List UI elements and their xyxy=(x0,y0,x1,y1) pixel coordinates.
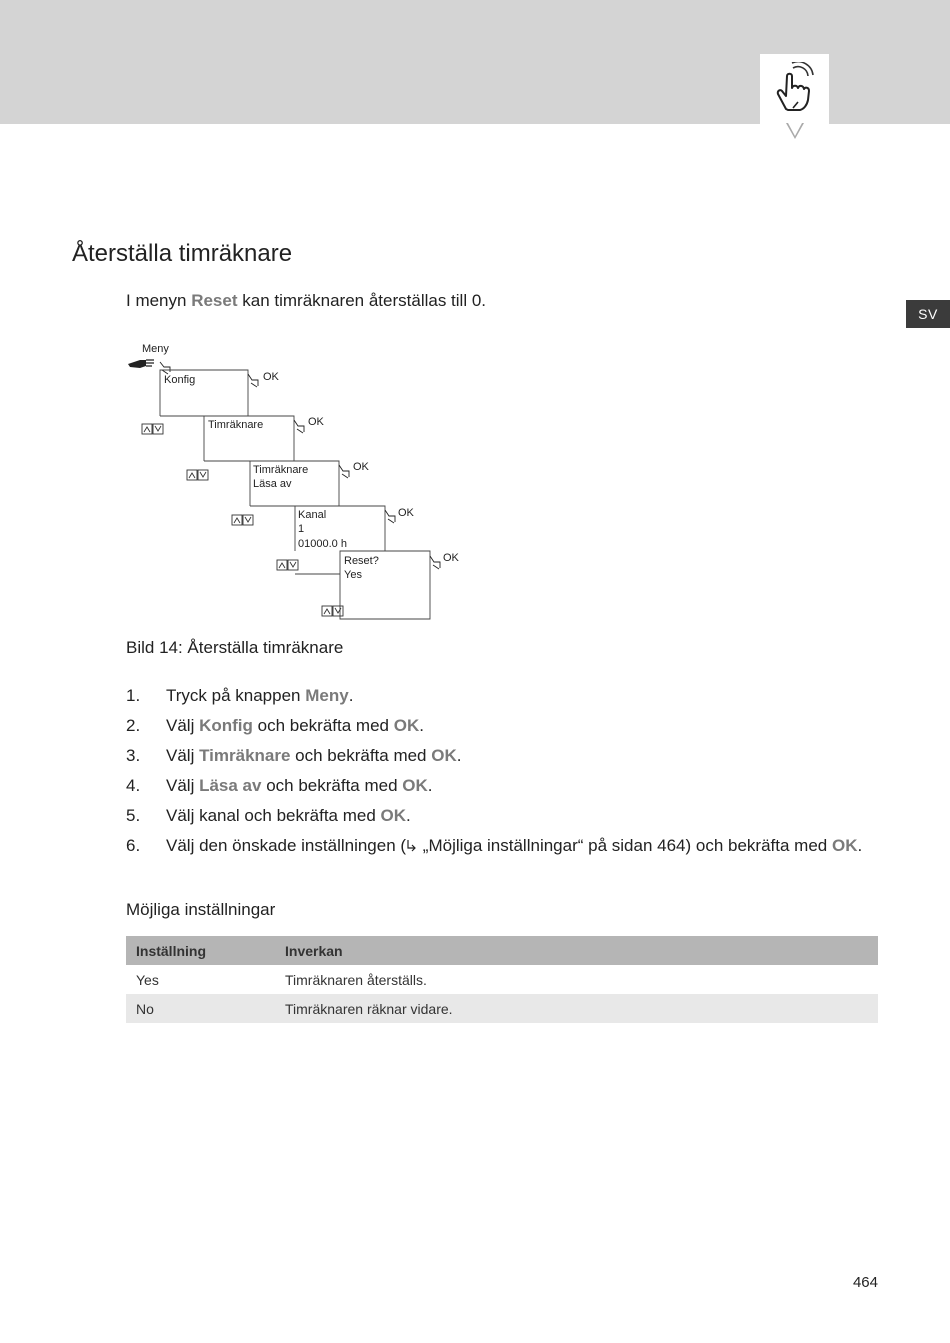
svg-text:Timräknare: Timräknare xyxy=(208,419,264,431)
list-item: 5. Välj kanal och bekräfta med OK. xyxy=(126,806,411,825)
ok-step-5 xyxy=(430,552,460,569)
page-number: 464 xyxy=(852,1274,878,1291)
screen-timraknare-lasa-av xyxy=(204,461,339,506)
svg-text:Kanal: Kanal xyxy=(298,509,327,521)
svg-text:Reset?: Reset? xyxy=(344,555,379,567)
table-row: Yes Timräknaren återställs. xyxy=(136,971,427,988)
page-title: Återställa timräknare xyxy=(72,240,293,267)
ok-step-4 xyxy=(385,507,415,523)
svg-text:OK: OK xyxy=(353,461,369,473)
table-header-row xyxy=(126,936,878,965)
screen-reset xyxy=(295,551,430,619)
menu-reset-highlight: Reset xyxy=(191,291,238,310)
list-item: 3. Välj Timräknare och bekräfta med OK. xyxy=(126,746,462,765)
svg-text:Konfig: Konfig xyxy=(164,374,196,386)
ok-step-2 xyxy=(294,416,325,433)
settings-heading: Möjliga inställningar xyxy=(126,900,276,919)
list-item: 1. Tryck på knappen Meny. xyxy=(126,686,354,705)
svg-text:OK: OK xyxy=(263,371,279,383)
figure-caption: Bild 14: Återställa timräknare xyxy=(126,638,344,657)
touch-hand-icon xyxy=(772,62,818,114)
table-row: No Timräknaren räknar vidare. xyxy=(126,994,878,1023)
list-item: 2. Välj Konfig och bekräfta med OK. xyxy=(126,716,424,735)
svg-text:OK: OK xyxy=(443,552,459,564)
cross-reference-link[interactable]: „Möjliga inställningar“ på sidan 464 xyxy=(418,836,686,855)
settings-table xyxy=(126,936,878,1023)
svg-text:Yes: Yes xyxy=(344,569,362,581)
svg-text:1: 1 xyxy=(298,523,305,535)
svg-text:01000.0 h: 01000.0 h xyxy=(298,538,347,550)
svg-text:Läsa av: Läsa av xyxy=(253,478,292,490)
arrow-reference-icon xyxy=(406,839,418,853)
column-header: Inställning xyxy=(126,936,275,965)
screen-kanal xyxy=(250,506,385,551)
list-item: 4. Välj Läsa av och bekräfta med OK. xyxy=(126,776,433,795)
screen-timraknare xyxy=(160,416,294,461)
svg-text:OK: OK xyxy=(308,416,324,428)
ok-step-3 xyxy=(339,461,370,478)
column-header: Inverkan xyxy=(275,936,878,965)
pointing-hand-icon xyxy=(128,360,146,368)
diagram-menu-label: Meny xyxy=(142,343,169,355)
svg-text:OK: OK xyxy=(398,507,414,519)
language-tab[interactable]: SV xyxy=(906,300,950,328)
intro-text: I menyn Reset kan timräknaren återställas till 0. xyxy=(126,291,487,310)
instruction-steps xyxy=(126,684,862,864)
menu-navigation-diagram xyxy=(120,336,480,626)
ok-step-1 xyxy=(248,371,280,387)
ok-arrow-icon xyxy=(160,362,170,374)
svg-text:Timräknare: Timräknare xyxy=(253,464,309,476)
list-item: 6. Välj den önskade inställningen ( „Möjliga inställningar“ på sidan 464) och bekräfta med OK. xyxy=(126,836,863,855)
screen-konfig xyxy=(160,370,248,416)
